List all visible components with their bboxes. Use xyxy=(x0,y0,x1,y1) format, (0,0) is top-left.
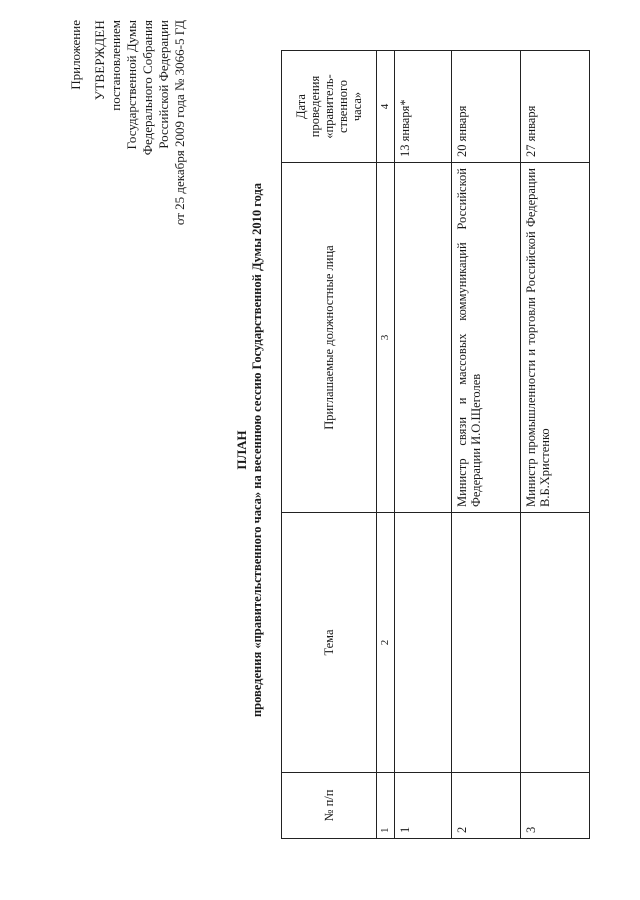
row-officials: Министр промышленности и торговли Российской Федерации В.Б.Христенко xyxy=(521,163,590,513)
column-number: 2 xyxy=(377,513,395,773)
table-row xyxy=(452,51,521,839)
column-number: 1 xyxy=(377,773,395,839)
approval-line: от 25 декабря 2009 года № 3066-5 ГД xyxy=(172,20,187,226)
column-number: 4 xyxy=(377,51,395,163)
header-date-line: Дата xyxy=(294,94,308,119)
column-number: 3 xyxy=(377,163,395,513)
row-num: 1 xyxy=(395,773,452,839)
row-date: 20 января xyxy=(452,51,521,163)
plan-title: ПЛАН xyxy=(234,430,249,470)
row-officials xyxy=(395,163,452,513)
row-date: 13 января* xyxy=(395,51,452,163)
header-officials: Приглашаемые должностные лица xyxy=(282,163,377,513)
row-date: 27 января xyxy=(521,51,590,163)
table-header-row xyxy=(282,51,377,839)
approval-line: Государственной Думы xyxy=(124,20,139,150)
header-date-line: ственного xyxy=(336,79,350,134)
header-date-line: проведения xyxy=(308,75,322,138)
approval-block xyxy=(92,20,188,225)
row-officials: Министр связи и массовых коммуникаций Российской Федерации И.О.Щеголев xyxy=(452,163,521,513)
approval-line: Российской Федерации xyxy=(156,20,171,149)
table-row xyxy=(395,51,452,839)
plan-table xyxy=(281,50,590,839)
row-topic xyxy=(521,513,590,773)
row-num: 2 xyxy=(452,773,521,839)
approval-title: УТВЕРЖДЕН xyxy=(92,20,107,101)
row-topic xyxy=(395,513,452,773)
header-date xyxy=(282,51,377,163)
row-topic xyxy=(452,513,521,773)
approval-line: постановлением xyxy=(108,20,123,111)
table-row xyxy=(521,51,590,839)
approval-line: Федерального Собрания xyxy=(140,20,155,156)
column-number-row xyxy=(377,51,395,839)
header-num: № п/п xyxy=(282,773,377,839)
plan-subtitle: проведения «правительственного часа» на весеннюю сессию Государственной Думы 2010 года xyxy=(250,182,264,718)
header-date-line: «правитель- xyxy=(322,74,336,139)
appendix-label: Приложение xyxy=(68,20,83,90)
row-num: 3 xyxy=(521,773,590,839)
header-date-line: часа» xyxy=(350,91,364,122)
header-topic: Тема xyxy=(282,513,377,773)
rotated-document-page xyxy=(10,20,630,880)
